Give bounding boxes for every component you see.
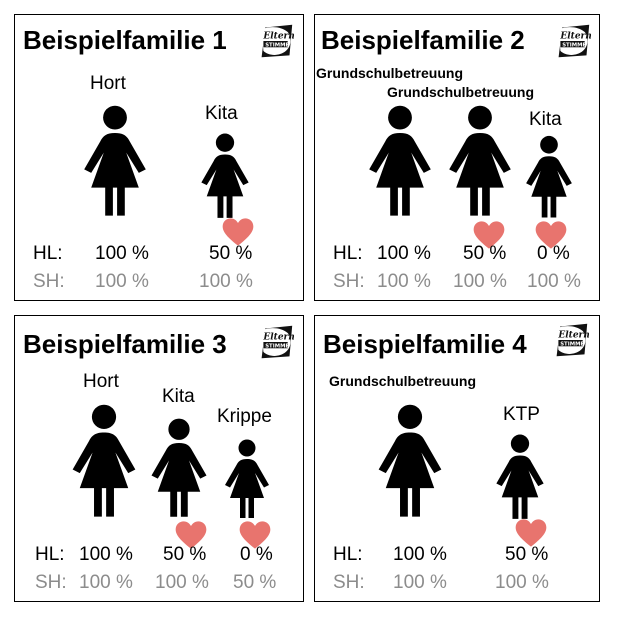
eltern-stimme-logo: [258, 324, 294, 360]
sh-label: SH:: [33, 271, 65, 292]
child-label: KTP: [503, 404, 540, 425]
sh-value: 100 %: [155, 572, 209, 593]
sh-value: 100 %: [393, 572, 447, 593]
card-title: Beispielfamilie 2: [321, 25, 525, 55]
sh-value: 100 %: [199, 271, 253, 292]
hl-label: HL:: [33, 243, 63, 264]
person-figure-icon: [79, 105, 151, 217]
hl-value: 100 %: [95, 243, 149, 264]
hl-value: 0 %: [240, 544, 273, 565]
child-label: Grundschulbetreuung: [329, 373, 476, 389]
child-label: Grundschulbetreuung: [387, 84, 534, 100]
hl-value: 100 %: [393, 544, 447, 565]
sh-value: 100 %: [495, 572, 549, 593]
child-label: Hort: [83, 371, 119, 392]
hl-value: 50 %: [209, 243, 253, 264]
hl-label: HL:: [333, 544, 363, 565]
eltern-stimme-logo: [553, 322, 589, 358]
child-label: Hort: [90, 73, 126, 94]
child-figure-icon: [523, 135, 575, 219]
sh-value: 100 %: [95, 271, 149, 292]
hl-value: 0 %: [537, 243, 570, 264]
family-card-4: [314, 315, 600, 602]
sh-label: SH:: [35, 572, 67, 593]
family-card-3: [14, 315, 304, 602]
card-title: Beispielfamilie 3: [23, 329, 227, 359]
hl-value: 50 %: [505, 544, 549, 565]
child-label: Kita: [162, 386, 195, 407]
card-title: Beispielfamilie 4: [323, 329, 527, 359]
eltern-stimme-logo: [555, 23, 591, 59]
child-figure-icon: [221, 439, 273, 519]
card-title: Beispielfamilie 1: [23, 25, 227, 55]
sh-value: 50 %: [233, 572, 277, 593]
sh-label: SH:: [333, 572, 365, 593]
hl-label: HL:: [35, 544, 65, 565]
child-figure-icon: [147, 418, 211, 518]
hl-value: 100 %: [377, 243, 431, 264]
sh-value: 100 %: [79, 572, 133, 593]
hl-value: 50 %: [463, 243, 507, 264]
child-label: Kita: [205, 103, 238, 124]
person-figure-icon: [373, 404, 447, 518]
hl-label: HL:: [333, 243, 363, 264]
child-label: Krippe: [217, 406, 272, 427]
person-figure-icon: [443, 105, 517, 217]
family-card-1: [14, 14, 304, 301]
child-label: Kita: [529, 109, 562, 130]
child-figure-icon: [198, 133, 252, 219]
sh-value: 100 %: [453, 271, 507, 292]
sh-label: SH:: [333, 271, 365, 292]
hl-value: 100 %: [79, 544, 133, 565]
child-figure-icon: [493, 434, 547, 520]
family-card-2: [314, 14, 600, 301]
person-figure-icon: [363, 105, 437, 217]
sh-value: 100 %: [377, 271, 431, 292]
hl-value: 50 %: [163, 544, 207, 565]
person-figure-icon: [67, 404, 141, 518]
child-label: Grundschulbetreuung: [316, 65, 463, 81]
sh-value: 100 %: [527, 271, 581, 292]
eltern-stimme-logo: [258, 23, 294, 59]
